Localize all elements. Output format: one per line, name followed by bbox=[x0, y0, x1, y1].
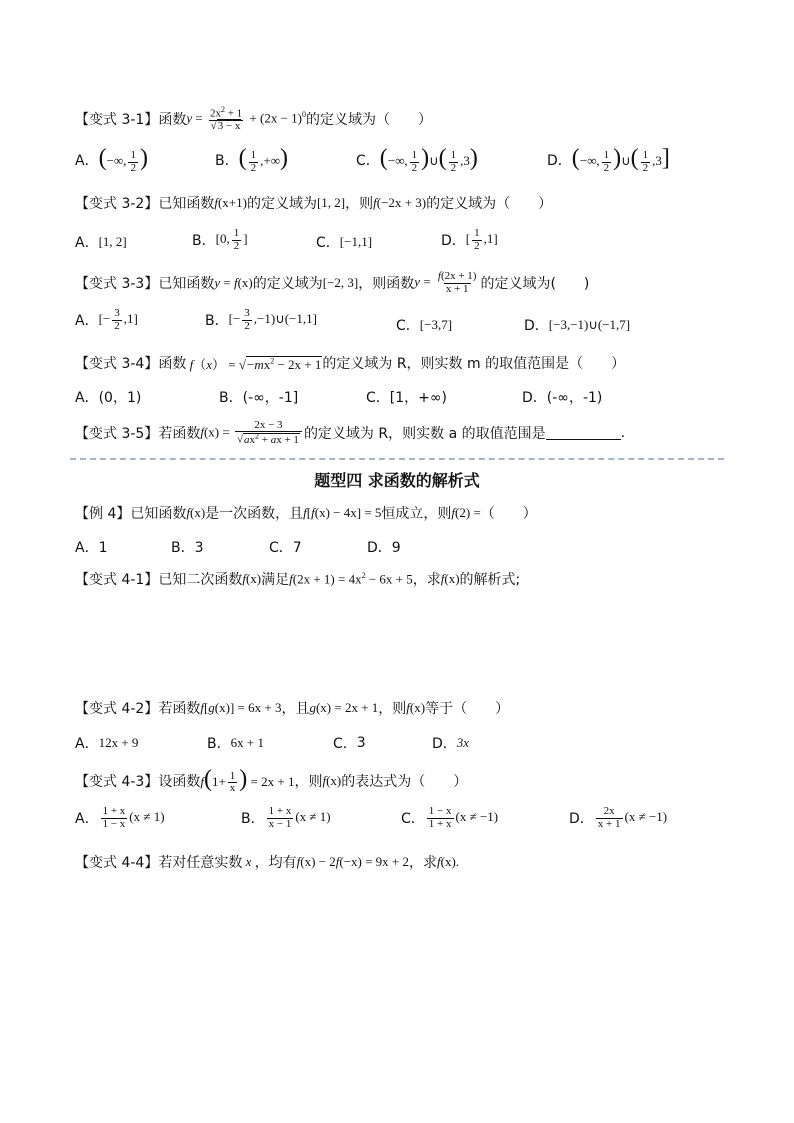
q3-2-option-a[interactable]: A． [1, 2] bbox=[75, 234, 127, 251]
q3-1-option-a-math: (−∞, $\frac{1}{2}$ ) bbox=[98, 145, 148, 174]
q3-3-option-c[interactable]: C． [−3,7] bbox=[396, 317, 453, 334]
q3-1-stem bbox=[75, 104, 432, 134]
q3-1-option-a[interactable]: A． (−∞, $\frac{1}{2}$ ) bbox=[75, 145, 148, 174]
q3-2-option-d[interactable]: D． [ $\frac{1}{2}$ ,1] bbox=[441, 227, 498, 252]
q4-3-tag: 【变式 4-3】 bbox=[75, 774, 159, 790]
q3-5-tag: 【变式 3-5】 bbox=[75, 426, 159, 442]
q4-1-tag: 【变式 4-1】 bbox=[75, 572, 159, 588]
q4-3-option-d[interactable]: D． $\frac{2x}{x + 1}$ (x ≠ −1) bbox=[569, 805, 668, 830]
q3-3-stem: 【变式 3-3】 已知函数 y = f(x) 的定义域为 [−2, 3] ，则函数 y = $\frac{f(2x + 1)}{x + 1}$ 的定义域为( ) bbox=[75, 269, 590, 295]
q3-2-f2: f(−2x + 3) bbox=[373, 195, 427, 210]
q3-1-option-c-math: (−∞, $\frac{1}{2}$ )∪( $\frac{1}{2}$ ,3) bbox=[379, 145, 478, 174]
q3-2-option-b[interactable]: B． [0, $\frac{1}{2}$ ] bbox=[192, 227, 248, 252]
q3-2-tag: 【变式 3-2】 bbox=[75, 196, 159, 212]
ex4-option-b[interactable]: B．3 bbox=[171, 540, 204, 556]
q3-1-option-b[interactable]: B． ( $\frac{1}{2}$ ,+∞) bbox=[215, 145, 288, 174]
q4-4-tag: 【变式 4-4】 bbox=[75, 855, 159, 871]
q4-2-option-b[interactable]: B． 6x + 1 bbox=[207, 735, 264, 752]
section-title: 题型四 求函数的解析式 bbox=[314, 471, 480, 490]
q3-1-option-b-math: ( $\frac{1}{2}$ ,+∞) bbox=[238, 145, 288, 174]
q3-4-option-d[interactable]: D．(-∞，-1) bbox=[522, 390, 603, 406]
ex4-tag: 【例 4】 bbox=[75, 506, 131, 522]
q4-4-stem: 【变式 4-4】 若对任意实数 x ，均有 f(x) − 2f(−x) = 9x + 2 ，求 f(x). bbox=[75, 854, 460, 871]
q3-3-option-b[interactable]: B． [− $\frac{3}{2}$ ,−1)∪(−1,1] bbox=[205, 307, 317, 332]
q3-4-option-b[interactable]: B．(-∞，-1] bbox=[219, 390, 299, 406]
q4-3-option-c[interactable]: C． $\frac{1 - x}{1 + x}$ (x ≠ −1) bbox=[401, 805, 499, 830]
q3-3-option-d[interactable]: D． [−3,−1)∪(−1,7] bbox=[524, 317, 631, 334]
q3-2-option-c[interactable]: C． [−1,1] bbox=[316, 234, 373, 251]
ex4-option-d[interactable]: D．9 bbox=[367, 540, 401, 556]
q3-1-post: 的定义域为（ ） bbox=[306, 112, 432, 128]
q4-3-option-a[interactable]: A． $\frac{1 + x}{1 - x}$ (x ≠ 1) bbox=[75, 805, 165, 830]
ex4-option-a[interactable]: A．1 bbox=[75, 540, 108, 556]
q3-4-option-c[interactable]: C．[1，+∞) bbox=[366, 390, 447, 406]
q3-1-option-c[interactable]: C． (−∞, $\frac{1}{2}$ )∪( $\frac{1}{2}$ ,3) bbox=[356, 145, 478, 174]
q3-2-domain: [1, 2] bbox=[316, 195, 346, 210]
q4-2-option-c[interactable]: C． 3 bbox=[333, 735, 366, 752]
q4-1-stem: 【变式 4-1】 已知二次函数 f(x) 满足 $f(2x + 1) = 4x^2 - 6x + 5$ ，求 f(x) 的解析式; bbox=[75, 570, 521, 588]
q4-3-option-b[interactable]: B． $\frac{1 + x}{x - 1}$ (x ≠ 1) bbox=[241, 805, 331, 830]
q4-2-stem: 【变式 4-2】 若函数 f[g(x)] = 6x + 3 ，且 g(x) = 2x + 1 ，则 f(x) 等于（ ） bbox=[75, 700, 510, 717]
q3-1-pre: 函数 bbox=[158, 112, 187, 128]
q4-3-stem: 【变式 4-3】 设函数 f(1+ $\frac{1}{x}$ ) = 2x + 1 ，则 f(x) 的表达式为（ ） bbox=[75, 765, 468, 795]
q3-1-formula: y = $\frac{2x^2 + 1}{√3 - x}$ + $(2x - 1)^0$ bbox=[186, 104, 306, 132]
q3-3-option-a[interactable]: A． [− $\frac{3}{2}$ ,1] bbox=[75, 307, 138, 332]
q3-1-tag: 【变式 3-1】 bbox=[75, 112, 159, 128]
q3-4-stem: 【变式 3-4】 函数 $f(x) = √-mx^2 - 2x + 1$ 的定义域为 R，则实数 m 的取值范围是（ ） bbox=[75, 352, 625, 374]
q3-4-tag: 【变式 3-4】 bbox=[75, 356, 159, 372]
q3-1-option-d[interactable]: D． (−∞, $\frac{1}{2}$ )∪( $\frac{1}{2}$ ,3] bbox=[547, 145, 670, 174]
q3-3-tag: 【变式 3-3】 bbox=[75, 276, 159, 292]
q3-4-option-a[interactable]: A．(0，1) bbox=[75, 390, 142, 406]
ex4-stem: 【例 4】 已知函数 f(x) 是一次函数，且 f[f(x) − 4x] = 5 恒成立，则 f(2) = （ ） bbox=[75, 505, 537, 522]
q4-2-option-a[interactable]: A． 12x + 9 bbox=[75, 735, 139, 752]
q3-1-option-d-math: (−∞, $\frac{1}{2}$ )∪( $\frac{1}{2}$ ,3] bbox=[571, 145, 670, 174]
q4-2-tag: 【变式 4-2】 bbox=[75, 701, 159, 717]
q3-5-stem: 【变式 3-5】 若函数 f(x) = $\frac{2x - 3}{√ax^2 + ax + 1}$ 的定义域为 R，则实数 a 的取值范围是 . bbox=[75, 418, 626, 446]
q3-2-f1: f(x+1) bbox=[214, 195, 247, 210]
q3-5-answer-blank[interactable] bbox=[546, 427, 621, 440]
q3-2-stem: 【变式 3-2】 已知函数 f(x+1) 的定义域为 [1, 2] ，则 f(−2x + 3) 的定义域为（ ） bbox=[75, 195, 553, 212]
q4-2-option-d[interactable]: D． 3x bbox=[432, 735, 470, 752]
section-divider bbox=[70, 458, 724, 460]
ex4-option-c[interactable]: C．7 bbox=[269, 540, 302, 556]
